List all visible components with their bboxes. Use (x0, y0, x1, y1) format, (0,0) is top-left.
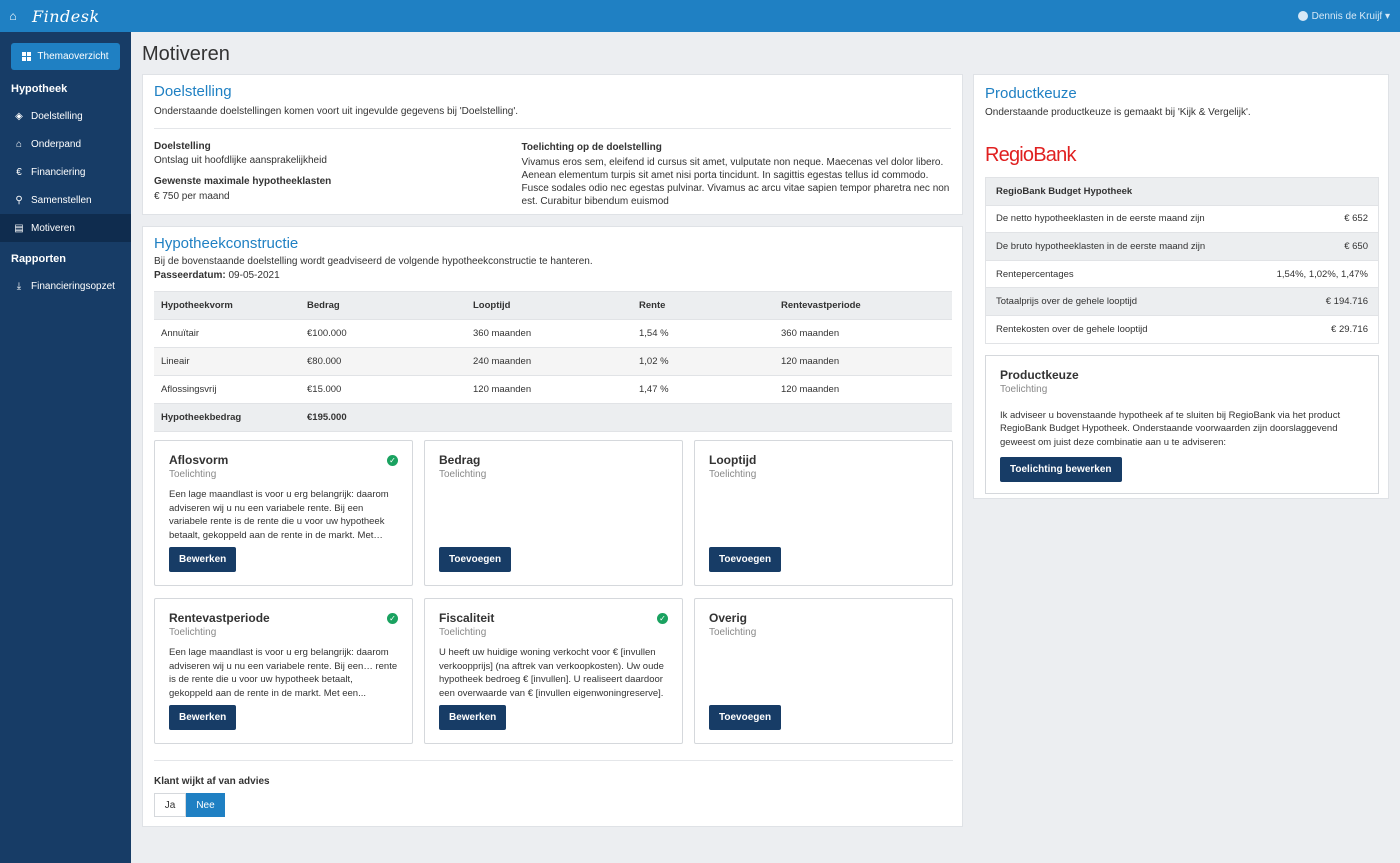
table-row (154, 376, 952, 404)
user-name: Dennis de Kruijf ▾ (1311, 10, 1390, 22)
sidebar-item-label: Onderpand (31, 138, 82, 150)
productkeuze-card (985, 355, 1379, 494)
constructie-title: Hypotheekconstructie (154, 235, 299, 252)
table-cell: 1,02 % (632, 348, 774, 376)
hypotheekconstructie-panel (142, 226, 963, 827)
sidebar-heading-rapporten: Rapporten (11, 253, 66, 265)
card-title: Fiscaliteit (439, 611, 495, 625)
card-title: Overig (709, 611, 748, 625)
table-cell: €100.000 (300, 320, 466, 348)
table-cell: 120 maanden (774, 376, 952, 404)
doelstelling-title: Doelstelling (154, 83, 232, 100)
card-fiscaliteit (424, 598, 683, 744)
productkeuze-title: Productkeuze (985, 85, 1077, 102)
table-header-row (986, 178, 1379, 206)
productkeuze-panel (973, 74, 1389, 499)
column-header: Looptijd (466, 292, 632, 320)
table-cell: 360 maanden (774, 320, 952, 348)
page-title: Motiveren (142, 43, 230, 65)
doelstelling-label: Doelstelling (154, 141, 211, 152)
table-cell: € 29.716 (1250, 315, 1379, 343)
toelichting-value: Vivamus eros sem, eleifend id cursus sit amet, vulputate non neque. Maecenas vel dolor libero. Aenean elementum turpis sit amet nisi porta tincidunt. In sagittis egestas tellus id commodo. Fusce sodales odio nec egestas pulvinar. Vivamus ac arcu vitae sapien tempor pharetra nec non est. Curabitur bibendum euismod (521, 157, 950, 207)
table-cell: € 650 (1250, 233, 1379, 261)
card-title: Looptijd (709, 453, 757, 467)
table-cell: Annuïtair (154, 320, 300, 348)
table-row (154, 348, 952, 376)
sidebar-item-doelstelling[interactable] (0, 102, 131, 130)
brand-logo[interactable]: Findesk (32, 6, 100, 26)
table-cell: Totaalprijs over de gehele looptijd (986, 288, 1250, 316)
toelichting-label: Toelichting op de doelstelling (521, 142, 662, 153)
card-body: Een lage maandlast is voor u erg belangrijk: daarom adviseren wij u nu een variabele rente. Bij een variabele rente is de rente die u voor uw hypotheek betaalt, gekoppeld aan de rente in de markt. Met… (169, 489, 389, 541)
card-title: Productkeuze (1000, 367, 1079, 382)
card-title: Bedrag (439, 453, 481, 467)
top-bar (0, 0, 1400, 32)
motivation-cards (154, 440, 953, 744)
lasten-label: Gewenste maximale hypotheeklasten (154, 176, 332, 187)
table-row (986, 260, 1379, 288)
bewerken-button[interactable]: Bewerken (169, 547, 236, 572)
doelstelling-panel (142, 74, 963, 215)
table-row (986, 205, 1379, 233)
user-icon (1298, 11, 1308, 21)
card-bedrag (424, 440, 683, 586)
card-aflosvorm (154, 440, 413, 586)
sidebar-item-financieringsopzet[interactable] (0, 272, 131, 300)
table-cell: 240 maanden (466, 348, 632, 376)
check-icon: ✓ (387, 455, 398, 466)
afwijk-toggle (154, 793, 953, 817)
table-row (986, 315, 1379, 343)
table-cell: Lineair (154, 348, 300, 376)
table-cell: Rentepercentages (986, 260, 1250, 288)
card-subtitle: Toelichting (709, 469, 757, 480)
sidebar-item-motiveren[interactable] (0, 214, 131, 242)
toevoegen-button[interactable]: Toevoegen (439, 547, 511, 572)
table-row (154, 320, 952, 348)
sidebar-item-label: Financieringsopzet (31, 280, 115, 292)
sidebar-item-onderpand[interactable] (0, 130, 131, 158)
table-cell: De bruto hypotheeklasten in de eerste maand zijn (986, 233, 1250, 261)
column-header: Bedrag (300, 292, 466, 320)
card-subtitle: Toelichting (709, 627, 757, 638)
doelstelling-value: Ontslag uit hoofdlijke aansprakelijkheid (154, 155, 327, 166)
card-subtitle: Toelichting (1000, 383, 1048, 395)
hypotheek-table (154, 291, 952, 432)
table-row (986, 233, 1379, 261)
check-icon: ✓ (657, 613, 668, 624)
table-cell: 1,47 % (632, 376, 774, 404)
themaoverzicht-button[interactable] (11, 43, 120, 70)
passeerdatum-value: 09-05-2021 (228, 270, 280, 281)
card-subtitle: Toelichting (439, 469, 487, 480)
user-menu[interactable] (1298, 11, 1390, 22)
table-cell: 1,54 % (632, 320, 774, 348)
toevoegen-button[interactable]: Toevoegen (709, 705, 781, 730)
card-title: Aflosvorm (169, 453, 229, 467)
euro-icon: € (16, 166, 22, 178)
table-cell: 1,54%, 1,02%, 1,47% (1250, 260, 1379, 288)
table-cell: € 652 (1250, 205, 1379, 233)
sidebar-heading-hypotheek: Hypotheek (11, 83, 68, 95)
table-cell: 120 maanden (466, 376, 632, 404)
card-body: U heeft uw huidige woning verkocht voor € [invullen verkoopprijs] (na aftrek van verkoopkosten). Uw oude hypotheek bedroeg € [invullen]. U realiseert daardoor een overwaarde van € [invullen eigenwoningreserve]. (439, 647, 664, 699)
download-icon: ⤓ (16, 280, 22, 292)
card-looptijd (694, 440, 953, 586)
table-cell: €80.000 (300, 348, 466, 376)
card-subtitle: Toelichting (439, 627, 487, 638)
table-row (986, 288, 1379, 316)
card-body: Een lage maandlast is voor u erg belangrijk: daarom adviseren wij u nu een variabele rente. Bij een… rente is de rente die u voor uw hypotheek betaalt, gekoppeld aan de rente in de markt. Met een... (169, 647, 398, 699)
sidebar-item-samenstellen[interactable] (0, 186, 131, 214)
card-rentevastperiode (154, 598, 413, 744)
column-header: Rentevastperiode (774, 292, 952, 320)
afwijk-section (154, 760, 953, 817)
lasten-value: € 750 per maand (154, 191, 230, 202)
card-subtitle: Toelichting (169, 627, 217, 638)
card-body: Ik adviseer u bovenstaande hypotheek af te sluiten bij RegioBank via het product RegioBank Budget Hypotheek. Onderstaande voorwaarden zijn doorslaggevend geweest om juist deze combinatie aan u te adviseren: (1000, 409, 1341, 448)
table-cell: €15.000 (300, 376, 466, 404)
constructie-subtitle: Bij de bovenstaande doelstelling wordt geadviseerd de volgende hypotheekconstructie te hanteren. (154, 256, 593, 267)
ja-option[interactable]: Ja (154, 793, 186, 817)
table-cell: 360 maanden (466, 320, 632, 348)
bewerken-button[interactable]: Bewerken (439, 705, 506, 730)
passeerdatum-label: Passeerdatum: (154, 270, 226, 281)
bewerken-button[interactable]: Bewerken (169, 705, 236, 730)
target-icon: ◈ (15, 110, 23, 122)
card-title: Rentevastperiode (169, 611, 270, 625)
table-cell: Aflossingsvrij (154, 376, 300, 404)
themaoverzicht-label: Themaoverzicht (37, 51, 109, 62)
sidebar-item-label: Doelstelling (31, 110, 83, 122)
total-label: Hypotheekbedrag (154, 404, 300, 432)
product-table (985, 177, 1379, 344)
search-icon: ⚲ (15, 194, 23, 206)
total-value: €195.000 (300, 404, 466, 432)
check-icon: ✓ (387, 613, 398, 624)
passeerdatum (154, 270, 951, 281)
table-cell: De netto hypotheeklasten in de eerste maand zijn (986, 205, 1250, 233)
table-header-row (154, 292, 952, 320)
sidebar-item-financiering[interactable] (0, 158, 131, 186)
card-overig (694, 598, 953, 744)
document-icon: ▤ (14, 222, 24, 234)
home-icon: ⌂ (15, 138, 23, 150)
divider (154, 128, 951, 129)
product-name: RegioBank Budget Hypotheek (986, 178, 1379, 206)
card-subtitle: Toelichting (169, 469, 217, 480)
productkeuze-subtitle: Onderstaande productkeuze is gemaakt bij 'Kijk & Vergelijk'. (985, 107, 1251, 118)
toelichting-bewerken-button[interactable]: Toelichting bewerken (1000, 457, 1122, 482)
sidebar-item-label: Samenstellen (31, 194, 92, 206)
afwijk-label: Klant wijkt af van advies (154, 776, 270, 787)
sidebar-item-label: Motiveren (31, 222, 75, 234)
column-header: Hypotheekvorm (154, 292, 300, 320)
table-total-row (154, 404, 952, 432)
toevoegen-button[interactable]: Toevoegen (709, 547, 781, 572)
regiobank-logo: RegioBank (985, 144, 1076, 166)
home-icon[interactable]: ⌂ (9, 9, 17, 23)
table-cell: 120 maanden (774, 348, 952, 376)
grid-icon (22, 52, 31, 61)
column-header: Rente (632, 292, 774, 320)
doelstelling-subtitle: Onderstaande doelstellingen komen voort uit ingevulde gegevens bij 'Doelstelling'. (154, 106, 519, 117)
nee-option[interactable]: Nee (186, 793, 225, 817)
sidebar-item-label: Financiering (31, 166, 86, 178)
sidebar (0, 32, 131, 863)
table-cell: € 194.716 (1250, 288, 1379, 316)
table-cell: Rentekosten over de gehele looptijd (986, 315, 1250, 343)
